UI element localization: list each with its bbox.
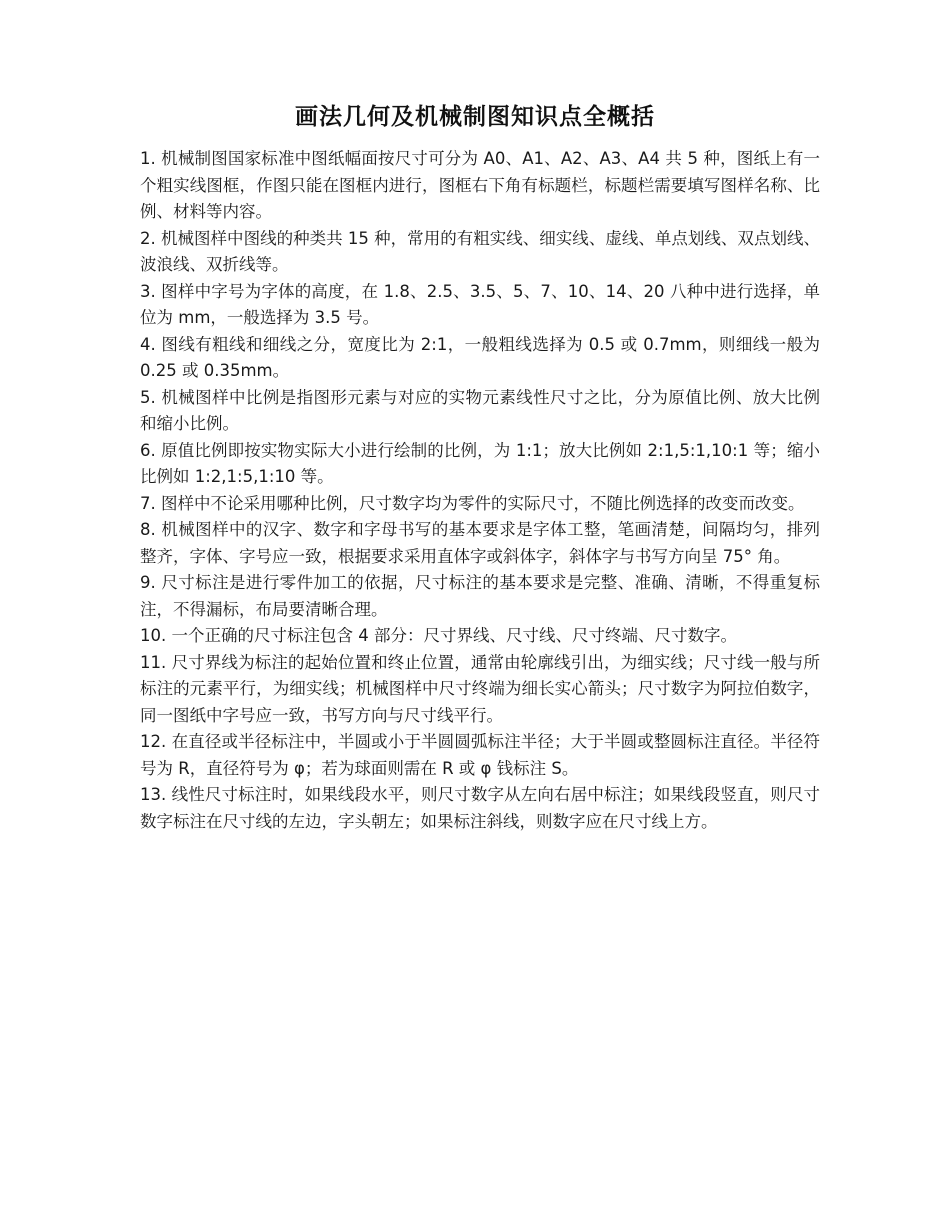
list-item: 9. 尺寸标注是进行零件加工的依据，尺寸标注的基本要求是完整、准确、清晰，不得重复标注，不得漏标，布局要清晰合理。 — [140, 573, 820, 619]
list-item: 10. 一个正确的尺寸标注包含 4 部分：尺寸界线、尺寸线、尺寸终端、尺寸数字。 — [140, 626, 737, 645]
list-item: 11. 尺寸界线为标注的起始位置和终止位置，通常由轮廓线引出，为细实线；尺寸线一般与所标注的元素平行，为细实线；机械图样中尺寸终端为细长实心箭头；尺寸数字为阿拉伯数字，同一图纸中字号应一致，书写方向与尺寸线平行。 — [140, 652, 820, 725]
list-item: 13. 线性尺寸标注时，如果线段水平，则尺寸数字从左向右居中标注；如果线段竖直，则尺寸数字标注在尺寸线的左边，字头朝左；如果标注斜线，则数字应在尺寸线上方。 — [140, 785, 820, 831]
list-item: 5. 机械图样中比例是指图形元素与对应的实物元素线性尺寸之比，分为原值比例、放大比例和缩小比例。 — [140, 387, 820, 433]
list-item: 4. 图线有粗线和细线之分，宽度比为 2:1，一般粗线选择为 0.5 或 0.7mm，则细线一般为 0.25 或 0.35mm。 — [140, 334, 820, 380]
list-item: 3. 图样中字号为字体的高度，在 1.8、2.5、3.5、5、7、10、14、20 八种中进行选择，单位为 mm，一般选择为 3.5 号。 — [140, 281, 820, 327]
list-item: 1. 机械制图国家标准中图纸幅面按尺寸可分为 A0、A1、A2、A3、A4 共 5 种，图纸上有一个粗实线图框，作图只能在图框内进行，图框右下角有标题栏，标题栏需要填写图样名称、比例、材料等内容。 — [140, 149, 820, 221]
page-title: 画法几何及机械制图知识点全概括 — [295, 104, 655, 130]
list-item: 8. 机械图样中的汉字、数字和字母书写的基本要求是字体工整，笔画清楚，间隔均匀，排列整齐，字体、字号应一致，根据要求采用直体字或斜体字，斜体字与书写方向呈 75° 角。 — [140, 520, 820, 566]
list-item: 12. 在直径或半径标注中，半圆或小于半圆圆弧标注半径；大于半圆或整圆标注直径。半径符号为 R，直径符号为 φ；若为球面则需在 R 或 φ 钱标注 S。 — [140, 732, 820, 778]
knowledge-list — [140, 146, 820, 835]
list-item: 6. 原值比例即按实物实际大小进行绘制的比例，为 1:1；放大比例如 2:1,5:1,10:1 等；缩小比例如 1:2,1:5,1:10 等。 — [140, 440, 820, 486]
list-item: 7. 图样中不论采用哪种比例，尺寸数字均为零件的实际尺寸，不随比例选择的改变而改变。 — [140, 493, 805, 513]
list-item: 2. 机械图样中图线的种类共 15 种，常用的有粗实线、细实线、虚线、单点划线、双点划线、波浪线、双折线等。 — [140, 228, 820, 274]
